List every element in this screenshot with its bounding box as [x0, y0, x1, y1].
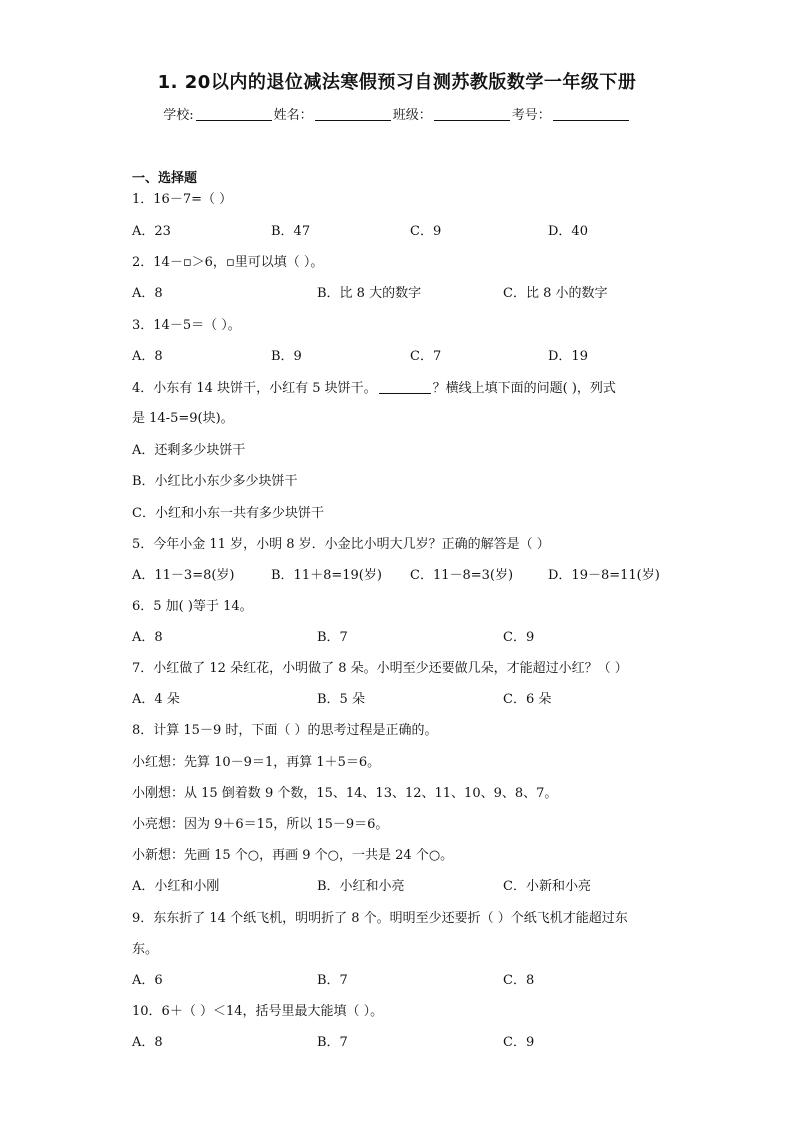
school-blank[interactable]	[196, 108, 272, 121]
question-4-stem-part-b: ？横线上填下面的问题( )，列式	[432, 381, 616, 396]
question-3-option-d[interactable]: D．19	[548, 349, 588, 364]
school-label: 学校:	[163, 108, 194, 123]
question-4-option-c[interactable]: C．小红和小东一共有多少块饼干	[132, 506, 324, 521]
question-5-stem: 5．今年小金 11 岁，小明 8 岁．小金比小明大几岁？正确的解答是（ ）	[132, 537, 550, 552]
question-10-option-c[interactable]: C．9	[503, 1035, 535, 1050]
question-10-option-a[interactable]: A．8	[132, 1035, 163, 1050]
question-10-stem: 10．6＋（ ）＜14，括号里最大能填（ ）。	[132, 1004, 384, 1019]
question-8-option-c[interactable]: C．小新和小亮	[503, 879, 591, 894]
question-6-option-c[interactable]: C．9	[503, 630, 535, 645]
question-1-option-c[interactable]: C．9	[410, 224, 442, 239]
question-1-stem: 1．16－7=（ ）	[132, 192, 233, 207]
question-9-option-a[interactable]: A．6	[132, 973, 163, 988]
question-2-option-c[interactable]: C．比 8 小的数字	[503, 286, 608, 301]
question-2-option-b[interactable]: B．比 8 大的数字	[317, 286, 422, 301]
question-9-option-c[interactable]: C．8	[503, 973, 535, 988]
question-5-option-a[interactable]: A．11－3=8(岁)	[132, 568, 235, 583]
question-1-option-b[interactable]: B．47	[271, 224, 311, 239]
question-5-option-d[interactable]: D．19－8=11(岁)	[548, 568, 660, 583]
question-2-option-a[interactable]: A．8	[132, 286, 163, 301]
question-7-option-b[interactable]: B．5 朵	[317, 692, 365, 707]
question-4-option-b[interactable]: B．小红比小东少多少块饼干	[132, 474, 298, 489]
question-7-option-a[interactable]: A．4 朵	[132, 692, 180, 707]
question-3-stem: 3．14－5＝（ ）。	[132, 318, 241, 333]
question-9-option-b[interactable]: B．7	[317, 973, 348, 988]
question-8-thought-xiaogang: 小刚想：从 15 倒着数 9 个数，15、14、13、12、11、10、9、8、7。	[132, 786, 558, 801]
section-heading: 一、选择题	[132, 171, 198, 186]
question-8-option-a[interactable]: A．小红和小刚	[132, 879, 220, 894]
question-8-option-b[interactable]: B．小红和小亮	[317, 879, 405, 894]
number-blank[interactable]	[553, 108, 629, 121]
question-9-stem: 9．东东折了 14 个纸飞机，明明折了 8 个。明明至少还要折（ ）个纸飞机才能超过东	[132, 911, 628, 926]
question-4-stem-part-a: 4．小东有 14 块饼干，小红有 5 块饼干。	[132, 381, 377, 396]
question-8-thought-xiaoxin: 小新想：先画 15 个○，再画 9 个○，一共是 24 个○。	[132, 848, 454, 863]
question-4-stem	[132, 380, 616, 398]
class-blank[interactable]	[434, 108, 510, 121]
question-8-thought-xiaohong: 小红想：先算 10－9＝1，再算 1＋5＝6。	[132, 755, 381, 770]
page-title: 1. 20以内的退位减法寒假预习自测苏教版数学一年级下册	[157, 72, 637, 93]
name-blank[interactable]	[315, 108, 391, 121]
question-3-option-c[interactable]: C．7	[410, 349, 442, 364]
question-3-option-a[interactable]: A．8	[132, 349, 163, 364]
question-4-option-a[interactable]: A．还剩多少块饼干	[132, 443, 246, 458]
question-2-stem: 2．14－▫＞6，▫里可以填（ ）。	[132, 255, 324, 270]
question-1-option-d[interactable]: D．40	[548, 224, 588, 239]
name-label: 姓名：	[273, 108, 313, 123]
number-label: 考号：	[511, 108, 551, 123]
question-9-stem-continued: 东。	[132, 942, 159, 957]
question-6-option-a[interactable]: A．8	[132, 630, 163, 645]
student-info-row	[0, 104, 794, 123]
question-8-thought-xiaoliang: 小亮想：因为 9＋6＝15，所以 15－9＝6。	[132, 817, 389, 832]
question-5-option-c[interactable]: C．11－8=3(岁)	[410, 568, 514, 583]
question-6-stem: 6．5 加( )等于 14。	[132, 599, 253, 614]
question-8-stem: 8．计算 15－9 时，下面（ ）的思考过程是正确的。	[132, 723, 438, 738]
class-label: 班级：	[392, 108, 432, 123]
question-10-option-b[interactable]: B．7	[317, 1035, 348, 1050]
question-6-option-b[interactable]: B．7	[317, 630, 348, 645]
question-4-stem-continued: 是 14-5=9(块)。	[132, 411, 234, 426]
question-1-option-a[interactable]: A．23	[132, 224, 171, 239]
question-7-option-c[interactable]: C．6 朵	[503, 692, 552, 707]
question-5-option-b[interactable]: B．11＋8=19(岁)	[271, 568, 382, 583]
question-3-option-b[interactable]: B．9	[271, 349, 302, 364]
question-7-stem: 7．小红做了 12 朵红花，小明做了 8 朵。小明至少还要做几朵，才能超过小红？（ ）	[132, 661, 628, 676]
question-4-blank[interactable]	[379, 381, 431, 394]
